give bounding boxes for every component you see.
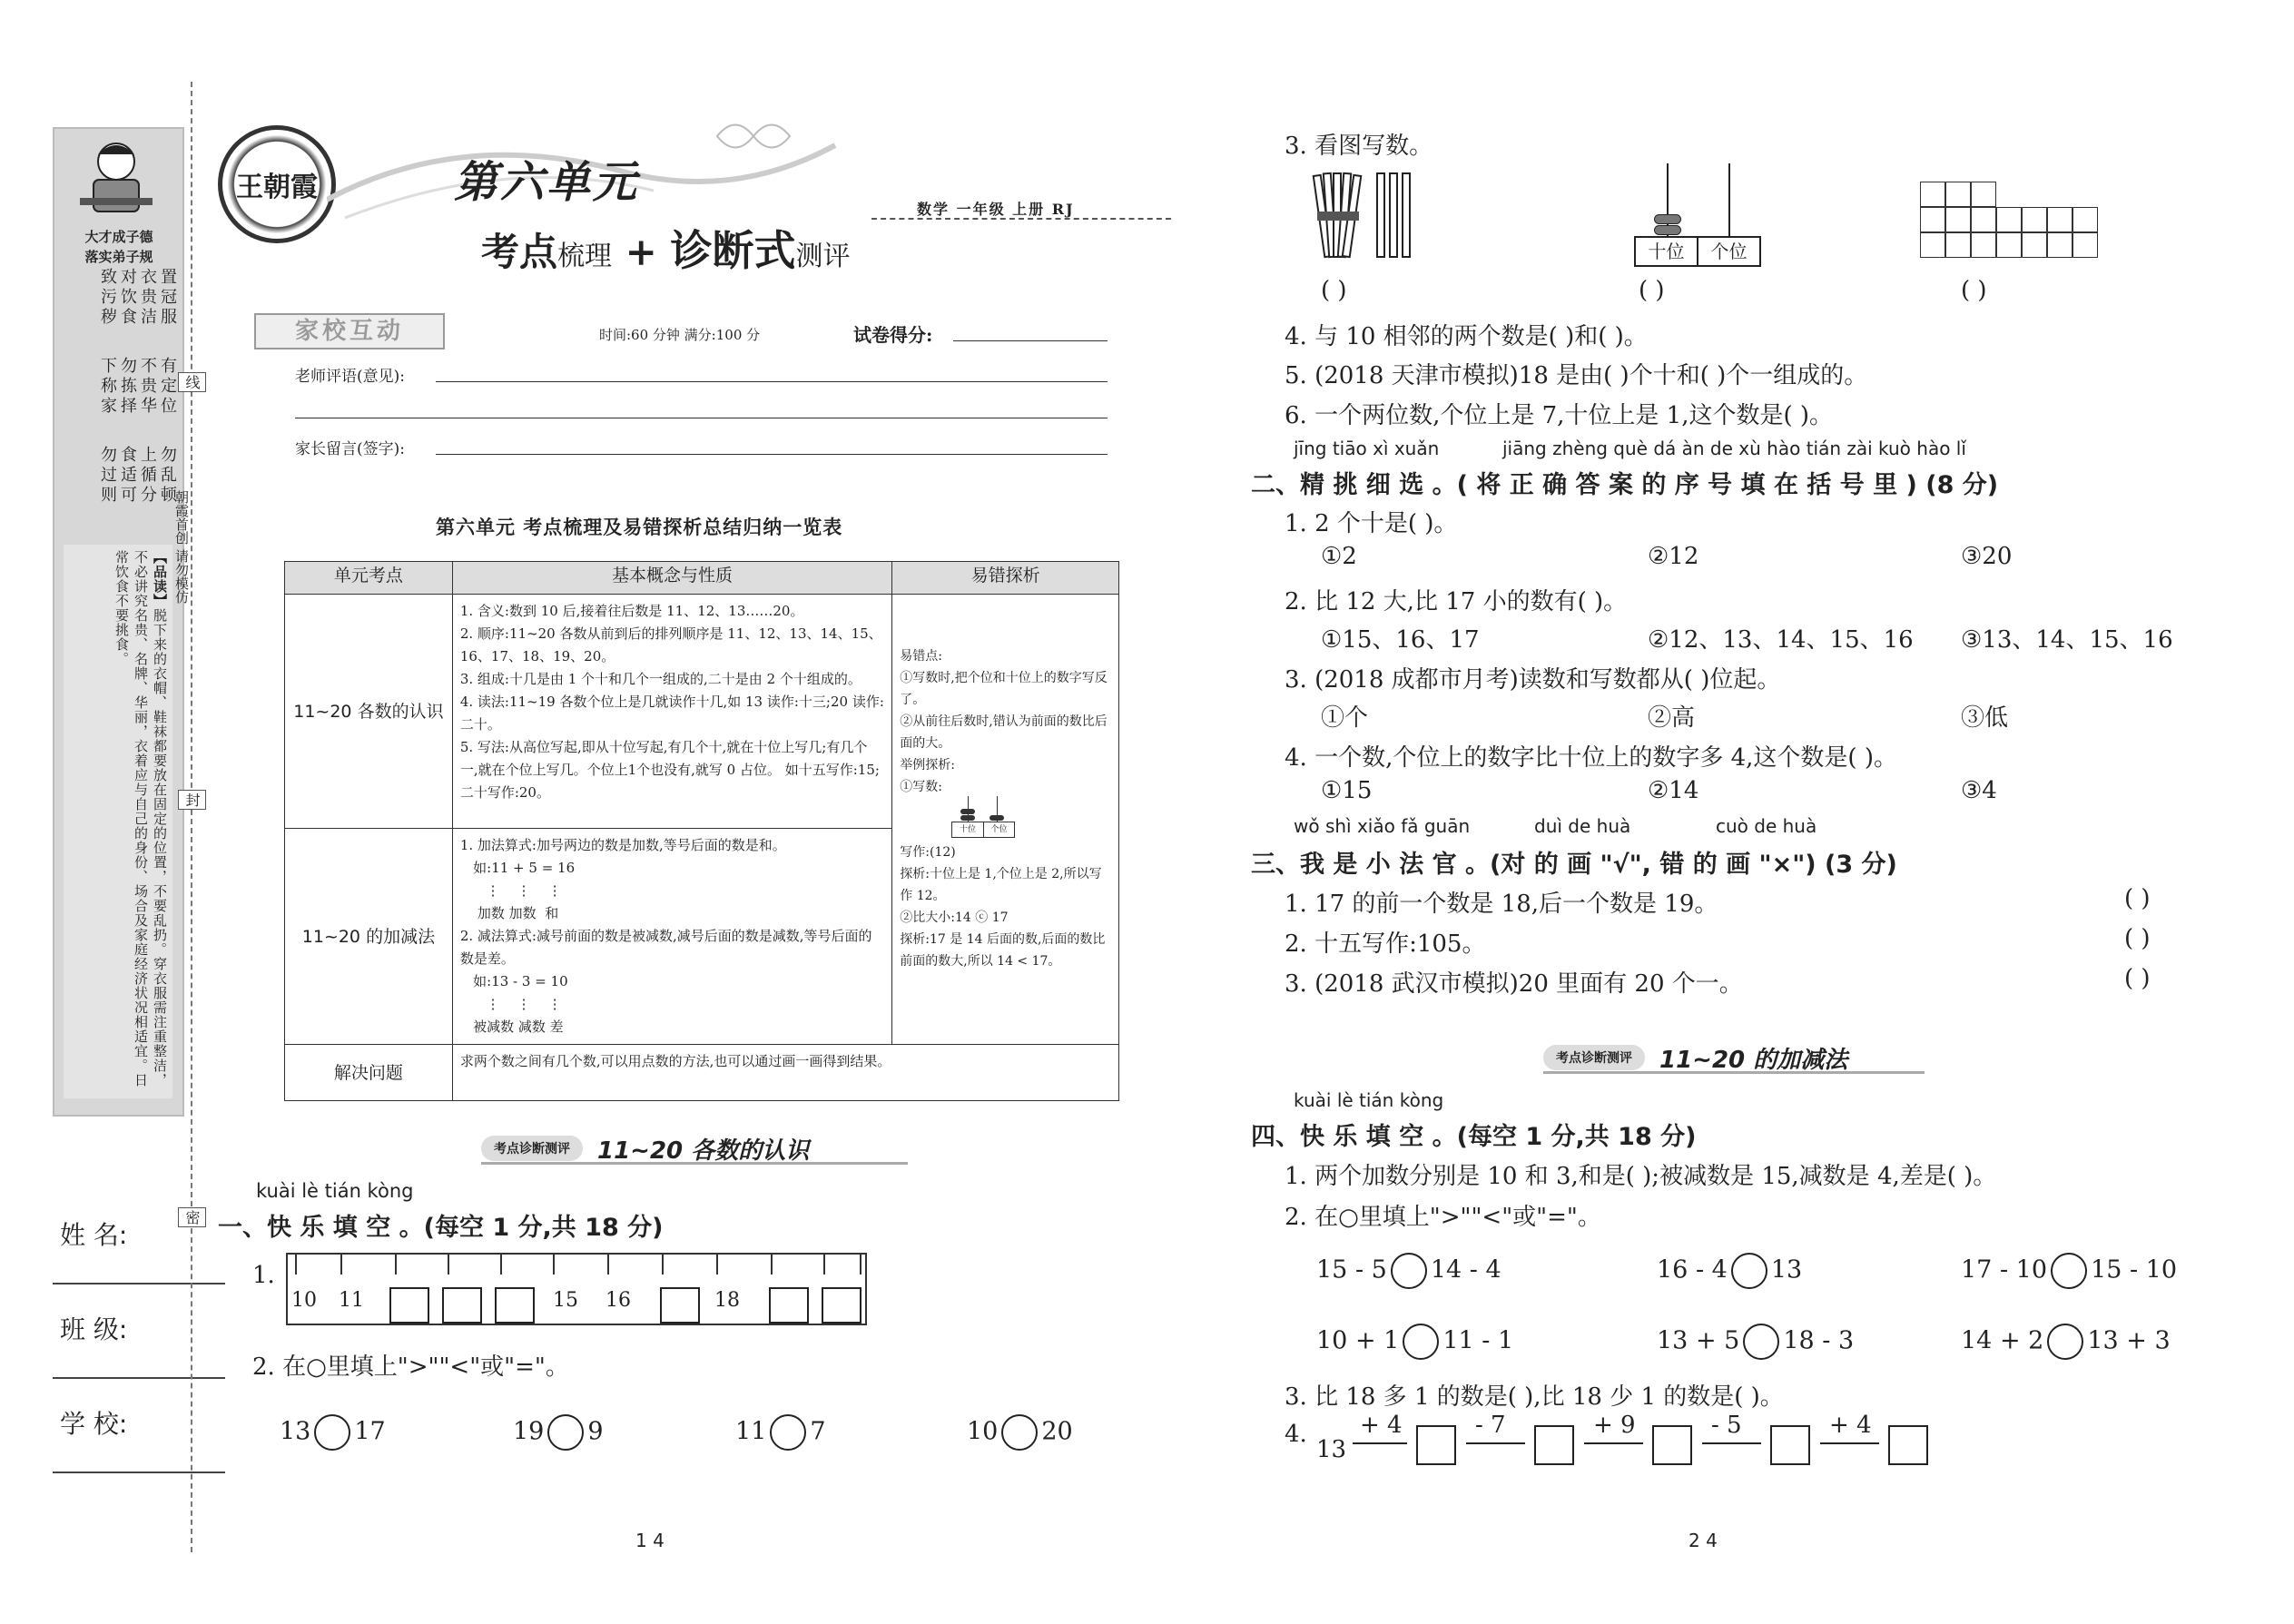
- compare-circle[interactable]: [314, 1414, 350, 1451]
- compare-item: 16 - 4 13: [1657, 1253, 1802, 1289]
- parent-message-label: 家长留言(签字):: [295, 440, 405, 458]
- unit-title: 第六单元: [454, 157, 640, 208]
- chain-arrow: + 4: [1353, 1412, 1407, 1439]
- compare-item: 10 20: [967, 1414, 1073, 1451]
- chain-arrow: - 7: [1466, 1412, 1525, 1439]
- brand-logo: 王朝霞: [218, 125, 336, 243]
- rule-col: 下称家: [98, 357, 117, 417]
- question: 6. 一个两位数,个位上是 7,十位上是 1,这个数是( )。: [1285, 402, 1834, 429]
- question: 4. 与 10 相邻的两个数是( )和( )。: [1285, 323, 1648, 350]
- question: 4. 一个数,个位上的数字比十位上的数字多 4,这个数是( )。: [1285, 744, 1897, 772]
- reading-body: 脱下来的衣帽、鞋袜都要放在固定的位置，不要乱扔。穿衣服需注重整洁，不必讲究名贵、名牌、华丽，衣着应与自己的身份、场合及家庭经济状况相适宜。日常饮食不要挑食。: [113, 550, 168, 1088]
- number-label: 16: [605, 1289, 631, 1312]
- option[interactable]: ③低: [1961, 704, 2009, 732]
- compare-item: 14 + 2 13 + 3: [1961, 1324, 2171, 1360]
- rule-col: 致污秽: [98, 268, 117, 328]
- abacus-figure: [1634, 163, 1761, 268]
- pinyin-line: kuài lè tián kòng: [1294, 1089, 1444, 1111]
- option[interactable]: ②12、13、14、15、16: [1648, 626, 1914, 654]
- compare-circle[interactable]: [2051, 1253, 2087, 1289]
- judge-blank[interactable]: ( ): [2124, 925, 2151, 952]
- question: 2. 十五写作:105。: [1285, 930, 1486, 958]
- chain-arrow: + 9: [1584, 1412, 1643, 1439]
- subject-tag: 数学 一年级 上册 RJ: [917, 201, 1075, 218]
- answer-blank[interactable]: ( ): [1639, 277, 1665, 304]
- rules-block: [60, 268, 178, 531]
- pinyin-line: duì de huà: [1534, 815, 1631, 837]
- cartoon-figure: [71, 134, 162, 221]
- parent-message-field[interactable]: [436, 454, 1108, 455]
- compare-circle[interactable]: [2047, 1324, 2083, 1360]
- pinyin-line: kuài lè tián kòng: [256, 1180, 414, 1202]
- pinyin-line: cuò de huà: [1716, 815, 1817, 837]
- judge-blank[interactable]: ( ): [2124, 885, 2151, 912]
- cut-label: 封: [178, 790, 206, 810]
- compare-circle[interactable]: [1731, 1253, 1767, 1289]
- topic-cell: 解决问题: [285, 1045, 453, 1101]
- option[interactable]: ①个: [1321, 704, 1369, 732]
- question: 2. 在○里填上">""<"或"="。: [1285, 1204, 1601, 1231]
- number-blank[interactable]: [822, 1287, 861, 1324]
- table-header: 易错探析: [892, 562, 1119, 595]
- compare-item: 13 17: [280, 1414, 386, 1451]
- rule-col: 上循分: [138, 446, 157, 506]
- table-title: 第六单元 考点梳理及易错探析总结归纳一览表: [436, 516, 843, 538]
- abacus-label: 十位: [1636, 238, 1698, 265]
- option[interactable]: ③4: [1961, 777, 1997, 804]
- error-cell: 易错点: ①写数时,把个位和十位上的数字写反了。 ②从前往后数时,错认为前面的数比后面的大。 举例探析: ①写数: 写作:(12) 探析:十位上是 1,个位上是 2,所以写作 12。 ②比大小:14 ⓒ 17 探析:17 是 14 后面的数,后面的数比前面的数大,所以 14 < 17。 十位 个位: [892, 595, 1119, 1045]
- class-field[interactable]: 班 级:: [53, 1297, 184, 1392]
- summary-table: [284, 561, 1119, 1101]
- question: 2. 在○里填上">""<"或"="。: [252, 1353, 569, 1381]
- abacus-label: 个位: [1710, 241, 1748, 262]
- chain-blank[interactable]: [1416, 1425, 1456, 1465]
- question: 3. 比 18 多 1 的数是( ),比 18 少 1 的数是( )。: [1285, 1383, 1784, 1411]
- question: 3. (2018 成都市月考)读数和写数都从( )位起。: [1285, 666, 1781, 694]
- judge-blank[interactable]: ( ): [2124, 965, 2151, 992]
- compare-item: 13 + 5 18 - 3: [1657, 1324, 1854, 1360]
- rule-col: 勿拣择: [118, 357, 137, 417]
- header-rule: [871, 218, 1171, 220]
- question: 1. 17 的前一个数是 18,后一个数是 19。: [1285, 891, 1718, 918]
- compare-item: 19 9: [513, 1414, 604, 1451]
- compare-item: 11 7: [735, 1414, 826, 1451]
- number-label: 15: [553, 1289, 578, 1312]
- chain-start: 13: [1316, 1436, 1347, 1463]
- exam-meta: 时间:60 分钟 满分:100 分: [599, 327, 761, 343]
- pinyin-line: jīng tiāo xì xuǎn: [1294, 438, 1440, 459]
- section-heading: 四、快 乐 填 空 。(每空 1 分,共 18 分): [1251, 1123, 1697, 1151]
- reading-text: [112, 550, 169, 1095]
- topic-cell: 11~20 的加减法: [285, 829, 453, 1045]
- answer-blank[interactable]: ( ): [1961, 277, 1987, 304]
- option[interactable]: ②14: [1648, 777, 1699, 804]
- school-field[interactable]: 学 校:: [53, 1392, 184, 1486]
- table-header: 单元考点: [285, 562, 453, 595]
- student-info: [53, 1203, 184, 1486]
- question: 3. 看图写数。: [1285, 133, 1433, 160]
- cut-label: 线: [178, 372, 206, 392]
- compare-item: 15 - 5 14 - 4: [1316, 1253, 1501, 1289]
- compare-circle[interactable]: [1391, 1253, 1427, 1289]
- question: 5. (2018 天津市模拟)18 是由( )个十和( )个一组成的。: [1285, 362, 1868, 389]
- pinyin-line: jiāng zhèng què dá àn de xù hào tián zài kuò hào lǐ: [1502, 438, 1966, 459]
- question-number: 1.: [252, 1262, 275, 1289]
- number-blank[interactable]: [389, 1287, 429, 1324]
- number-line: [286, 1253, 867, 1325]
- concept-cell: 求两个数之间有几个数,可以用点数的方法,也可以通过画一画得到结果。: [452, 1045, 1118, 1101]
- option[interactable]: ①2: [1321, 543, 1357, 570]
- home-school-badge: 家校互动: [254, 313, 445, 349]
- chain-blank[interactable]: [1888, 1425, 1928, 1465]
- compare-circle[interactable]: [1001, 1414, 1038, 1451]
- question: 1. 两个加数分别是 10 和 3,和是( );被减数是 15,减数是 4,差是( )。: [1285, 1163, 1997, 1190]
- rule-col: 不贵华: [138, 357, 157, 417]
- section-heading: 二、精 挑 细 选 。( 将 正 确 答 案 的 序 号 填 在 括 号 里 ) (8 分): [1251, 471, 1999, 499]
- concept-cell: 1. 加法算式:加号两边的数是加数,等号后面的数是和。 如:11 + 5 = 16 ⋮ ⋮ ⋮ 加数 加数 和 2. 减法算式:减号前面的数是被减数,减号后面的数是减数,等号后面的数是差。 如:13 - 3 = 10 ⋮ ⋮ ⋮ 被减数 减数 差: [452, 829, 891, 1045]
- question-number: 4.: [1285, 1421, 1307, 1448]
- teacher-comment-label: 老师评语(意见):: [295, 368, 405, 386]
- rule-col: 食适可: [118, 446, 137, 506]
- rule-col: 勿乱顿: [158, 446, 177, 506]
- question: 3. (2018 武汉市模拟)20 里面有 20 个一。: [1285, 970, 1743, 998]
- rule-col: 衣贵洁: [138, 268, 157, 328]
- rule-col: 勿过则: [98, 446, 117, 506]
- chain-arrow: - 5: [1702, 1412, 1761, 1439]
- pinyin-line: wǒ shì xiǎo fǎ guān: [1294, 815, 1471, 837]
- mini-abacus: 十位 个位: [951, 796, 1015, 840]
- compare-circle[interactable]: [770, 1414, 806, 1451]
- page-subtitle: 考点梳理 + 诊断式测评: [481, 226, 851, 275]
- compare-circle[interactable]: [1403, 1324, 1439, 1360]
- teacher-comment-field[interactable]: [436, 381, 1108, 382]
- score-field[interactable]: [953, 340, 1108, 341]
- table-header: 基本概念与性质: [452, 562, 891, 595]
- cut-label: 密: [178, 1207, 206, 1227]
- question: 2. 比 12 大,比 17 小的数有( )。: [1285, 588, 1628, 615]
- page-number: 2 4: [1689, 1530, 1718, 1551]
- chain-blank[interactable]: [1770, 1425, 1810, 1465]
- number-label: 11: [339, 1289, 364, 1312]
- section-heading: 三、我 是 小 法 官 。(对 的 画 "√", 错 的 画 "×") (3 分): [1251, 851, 1897, 879]
- number-blank[interactable]: [495, 1287, 535, 1324]
- answer-blank[interactable]: ( ): [1321, 277, 1347, 304]
- chain-blank[interactable]: [1534, 1425, 1574, 1465]
- option[interactable]: ①15: [1321, 777, 1373, 804]
- number-blank[interactable]: [769, 1287, 809, 1324]
- motto-title: 大才成子德 落实弟子规: [84, 229, 153, 265]
- chain-blank[interactable]: [1652, 1425, 1692, 1465]
- page-number: 1 4: [635, 1530, 665, 1551]
- section-banner: 考点诊断测评 11~20 各数的认识: [481, 1130, 908, 1166]
- compare-item: 10 + 1 11 - 1: [1316, 1324, 1513, 1360]
- name-field[interactable]: 姓 名:: [53, 1203, 184, 1297]
- reading-label: 【品读】: [152, 550, 168, 608]
- vertical-note: 朝霞首创 请勿模仿: [173, 490, 190, 604]
- option[interactable]: ②12: [1648, 543, 1699, 570]
- section-heading: 一、快 乐 填 空 。(每空 1 分,共 18 分): [218, 1214, 664, 1242]
- cut-line: [191, 82, 192, 1552]
- number-label: 18: [714, 1289, 740, 1312]
- option[interactable]: ③13、14、15、16: [1961, 626, 2173, 654]
- number-label: 10: [291, 1289, 317, 1312]
- chain-arrow: + 4: [1820, 1412, 1879, 1439]
- option[interactable]: ①15、16、17: [1321, 626, 1480, 654]
- question: 1. 2 个十是( )。: [1285, 510, 1458, 537]
- compare-circle[interactable]: [547, 1414, 584, 1451]
- compare-item: 17 - 10 15 - 10: [1961, 1253, 2177, 1289]
- topic-cell: 11~20 各数的认识: [285, 595, 453, 829]
- option[interactable]: ③20: [1961, 543, 2013, 570]
- stick-bundle-figure: [1312, 168, 1430, 271]
- compare-circle[interactable]: [1743, 1324, 1779, 1360]
- rule-col: 置冠服: [158, 268, 177, 328]
- number-blank[interactable]: [442, 1287, 482, 1324]
- rule-col: 对饮食: [118, 268, 137, 328]
- cube-figure: [1920, 182, 2102, 263]
- rule-col: 有定位: [158, 357, 177, 417]
- score-label: 试卷得分:: [853, 324, 933, 346]
- option[interactable]: ②高: [1648, 704, 1696, 732]
- section-banner: 考点诊断测评 11~20 的加减法: [1543, 1039, 1925, 1076]
- reading-box: [64, 545, 172, 1098]
- number-blank[interactable]: [660, 1287, 700, 1324]
- concept-cell: 1. 含义:数到 10 后,接着往后数是 11、12、13……20。 2. 顺序:11~20 各数从前到后的排列顺序是 11、12、13、14、15、16、17、18、19、20。 3. 组成:十几是由 1 个十和几个一组成的,二十是由 2 个十组成的。 4. 读法:11~19 各数个位上是几就读作十几,如 13 读作:十三;20 读作:二十。 5. 写法:从高位写起,即从十位写起,有几个十,就在十位上写几;有几个一,就在个位上写几。个位上1个也没有,就写 0 占位。 如十五写作:15;二十写作:20。: [452, 595, 891, 829]
